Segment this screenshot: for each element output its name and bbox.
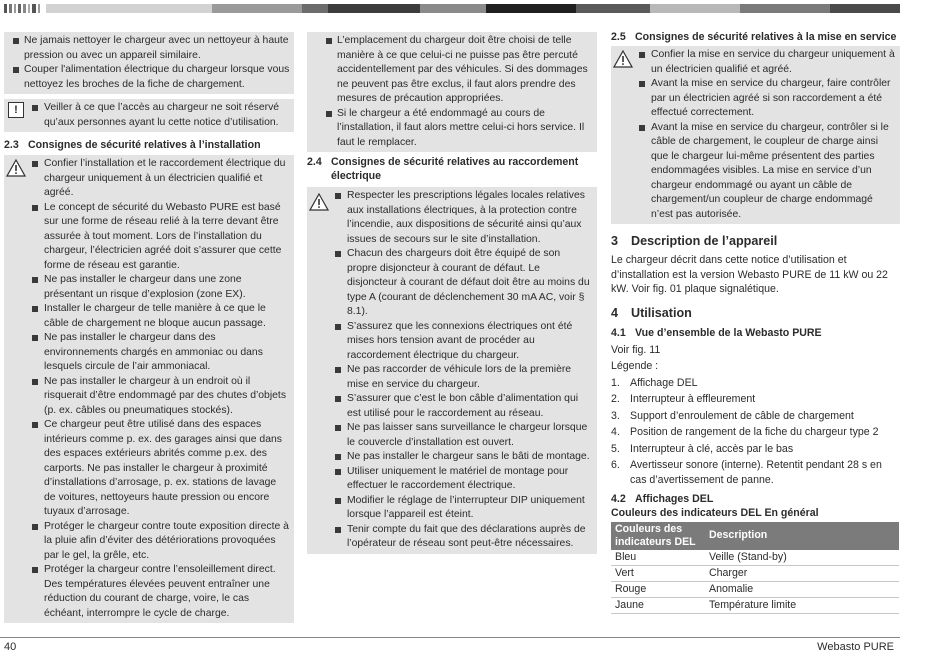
- list-item: Ne pas installer le chargeur à un endroit où il risquerait d’être endommagé par des chutes d’objets (p. ex. câbles ou pneumatiques stockés).: [4, 375, 290, 419]
- see-figure: Voir fig. 11: [611, 343, 661, 356]
- notice-block: [4, 99, 294, 132]
- list-item: Ne pas raccorder de véhicule lors de la première mise en service du chargeur.: [307, 363, 593, 392]
- section-3-text: Le chargeur décrit dans cette notice d’utilisation et d’installation est la version Webasto PURE de 11 kW ou 22 kW. Voir fig. 01 plaque signalétique.: [611, 254, 888, 295]
- table-cell: Vert: [611, 565, 705, 581]
- table-row: [611, 550, 899, 566]
- list-item: Ne pas installer le chargeur dans une zone présentant un risque d’explosion (zone EX).: [4, 273, 290, 302]
- section-heading-4-1: 4.1 Vue d’ensemble de la Webasto PURE: [611, 326, 822, 339]
- list-item: 6. Avertisseur sonore (interne). Retentit pendant 28 s en cas d’avertissement de panne.: [611, 459, 882, 486]
- warning-block-2-5: [611, 46, 900, 224]
- header-bar: [0, 4, 900, 13]
- list-item: Confier l’installation et le raccordement électrique du chargeur uniquement à un électricien qualifié et agréé.: [4, 157, 290, 201]
- list-item: Utiliser uniquement le matériel de montage pour effectuer le raccordement électrique.: [307, 465, 593, 494]
- list-item: Avant la mise en service du chargeur, faire contrôler par un électricien agréé si son raccordement a été effectué correctement.: [611, 77, 896, 121]
- table-cell: Veille (Stand-by): [705, 550, 899, 566]
- table-cell: Charger: [705, 565, 899, 581]
- table-cell: Rouge: [611, 581, 705, 597]
- section-heading-4: 4 Utilisation: [611, 305, 692, 320]
- section-heading-2-4: 2.4 Consignes de sécurité relatives au raccordement électrique: [307, 156, 579, 182]
- list-item: Modifier le réglage de l’interrupteur DIP uniquement lorsque l’appareil est éteint.: [307, 494, 593, 523]
- footer-brand: Webasto PURE: [817, 641, 894, 653]
- list-item: Ne pas laisser sans surveillance le chargeur lorsque le couvercle d’installation est ouvert.: [307, 421, 593, 450]
- list-item: Tenir compte du fait que des déclarations auprès de l’opérateur de réseau sont peut-être nécessaires.: [307, 523, 593, 552]
- table-header: Description: [705, 522, 899, 550]
- legend-label: Légende :: [611, 360, 659, 372]
- list-item: 3. Support d’enroulement de câble de chargement: [611, 409, 854, 422]
- section-heading-2-5: 2.5 Consignes de sécurité relatives à la mise en service: [611, 31, 897, 43]
- intro-list-col1: [4, 32, 294, 94]
- list-item: 1. Affichage DEL: [611, 376, 698, 389]
- table-title: Couleurs des indicateurs DEL En général: [611, 507, 819, 519]
- section-heading-2-3: 2.3 Consignes de sécurité relatives à l’installation: [4, 139, 261, 151]
- table-cell: Température limite: [705, 597, 899, 613]
- table-row: [611, 581, 899, 597]
- list-item: Respecter les prescriptions légales locales relatives aux installations électriques, à la protection contre l’incendie, aux dispositions de sécurité ainsi qu’aux issues de secours sur le site d’installation.: [307, 189, 593, 247]
- list-item: Chacun des chargeurs doit être équipé de son propre disjoncteur à courant de défaut. Le disjoncteur à courant de défaut doit être au moins du type A (courant de déclenchement 30 mA AC, voir § 8.1).: [307, 247, 593, 320]
- table-cell: Anomalie: [705, 581, 899, 597]
- table-row: [611, 565, 899, 581]
- led-table: [611, 522, 899, 614]
- column-2: [307, 32, 597, 554]
- table-cell: Bleu: [611, 550, 705, 566]
- column-1: [4, 32, 294, 623]
- table-cell: Jaune: [611, 597, 705, 613]
- list-item: Avant la mise en service du chargeur, contrôler si le câble de chargement, le coupleur de charge ainsi que le chargeur lui-même présentent des parties endommagées visibles. La mise en service d’un chargeur endommagé ou ayant un câble de chargement/un coupleur de charge endommagé n’est pas autorisée.: [611, 121, 896, 223]
- table-row: [611, 597, 899, 613]
- warning-block-2-3: [4, 155, 294, 623]
- list-item: Si le chargeur a été endommagé au cours de l’installation, il faut alors mettre celui-ci hors service. Il faut le remplacer.: [317, 107, 593, 151]
- list-item: Protéger la chargeur contre l’ensoleillement direct. Des températures élevées peuvent entraîner une réduction du courant de charge, voire, le cas échéant, interrompre le cycle de charge.: [4, 563, 290, 621]
- list-item: Ne pas installer le chargeur dans des environnements chargés en ammoniac ou dans lesquels circule de l’air ammoniacal.: [4, 331, 290, 375]
- list-item: 5. Interrupteur à clé, accès par le bas: [611, 442, 794, 455]
- list-item: Protéger le chargeur contre toute exposition directe à la pluie afin d’éviter des détériorations provoquées par le gel, la grêle, etc.: [4, 520, 290, 564]
- list-item: Le concept de sécurité du Webasto PURE est basé sur une forme de réseau relié à la terre devant être assurée à tout moment. Lors de l’installation du chargeur, l’électricien agréé doit s’assurer que cette forme de réseau est garantie.: [4, 201, 290, 274]
- legend-list: [611, 376, 900, 488]
- list-item: 2. Interrupteur à effleurement: [611, 393, 756, 405]
- section-heading-4-2: 4.2 Affichages DEL: [611, 493, 714, 505]
- list-item: Installer le chargeur de telle manière à ce que le câble de chargement ne bloque aucun passage.: [4, 302, 290, 331]
- footer-divider: [0, 637, 900, 638]
- column-3: [611, 30, 900, 614]
- list-item: Couper l'alimentation électrique du chargeur lorsque vous nettoyez les broches de la fiche de chargement.: [4, 63, 290, 92]
- list-item: Ne pas installer le chargeur sans le bâti de montage.: [307, 450, 593, 465]
- section-heading-3: 3 Description de l’appareil: [611, 234, 778, 248]
- list-item: Confier la mise en service du chargeur uniquement à un électricien qualifié et agréé.: [611, 48, 896, 77]
- list-item: 4. Position de rangement de la fiche du chargeur type 2: [611, 426, 879, 438]
- list-item: Ne jamais nettoyer le chargeur avec un nettoyeur à haute pression ou avec un appareil similaire.: [4, 34, 290, 63]
- list-item: S’assurer que c’est le bon câble d’alimentation qui est utilisé pour le raccordement au réseau.: [307, 392, 593, 421]
- intro-list-col2: [307, 32, 597, 152]
- exclamation-icon: !: [8, 102, 24, 118]
- list-item: Veiller à ce que l’accès au chargeur ne soit réservé qu’aux personnes ayant lu cette notice d’utilisation.: [4, 101, 290, 130]
- list-item: S’assurez que les connexions électriques ont été mises hors tension avant de procéder au raccordement électrique du chargeur.: [307, 320, 593, 364]
- list-item: Ce chargeur peut être utilisé dans des espaces intérieurs comme p. ex. des garages ainsi que dans des espaces extérieurs abrités comme p.ex. des carports. Ne pas installer le chargeur à proximité d’installations d’arrosage, p. ex. stations de lavage de voitures, nettoyeurs haute pression ou encore tuyaux d’arrosage.: [4, 418, 290, 520]
- warning-block-2-4: [307, 187, 597, 554]
- page-number: 40: [4, 641, 17, 653]
- list-item: L’emplacement du chargeur doit être choisi de telle manière à ce que celui-ci ne puisse pas être percuté accidentellement par des véhicules. Si des dommages ne peuvent pas être exclus, il faut alors prendre des mesures de précaution appropriées.: [317, 34, 593, 107]
- table-header: Couleurs des indicateurs DEL: [611, 522, 705, 550]
